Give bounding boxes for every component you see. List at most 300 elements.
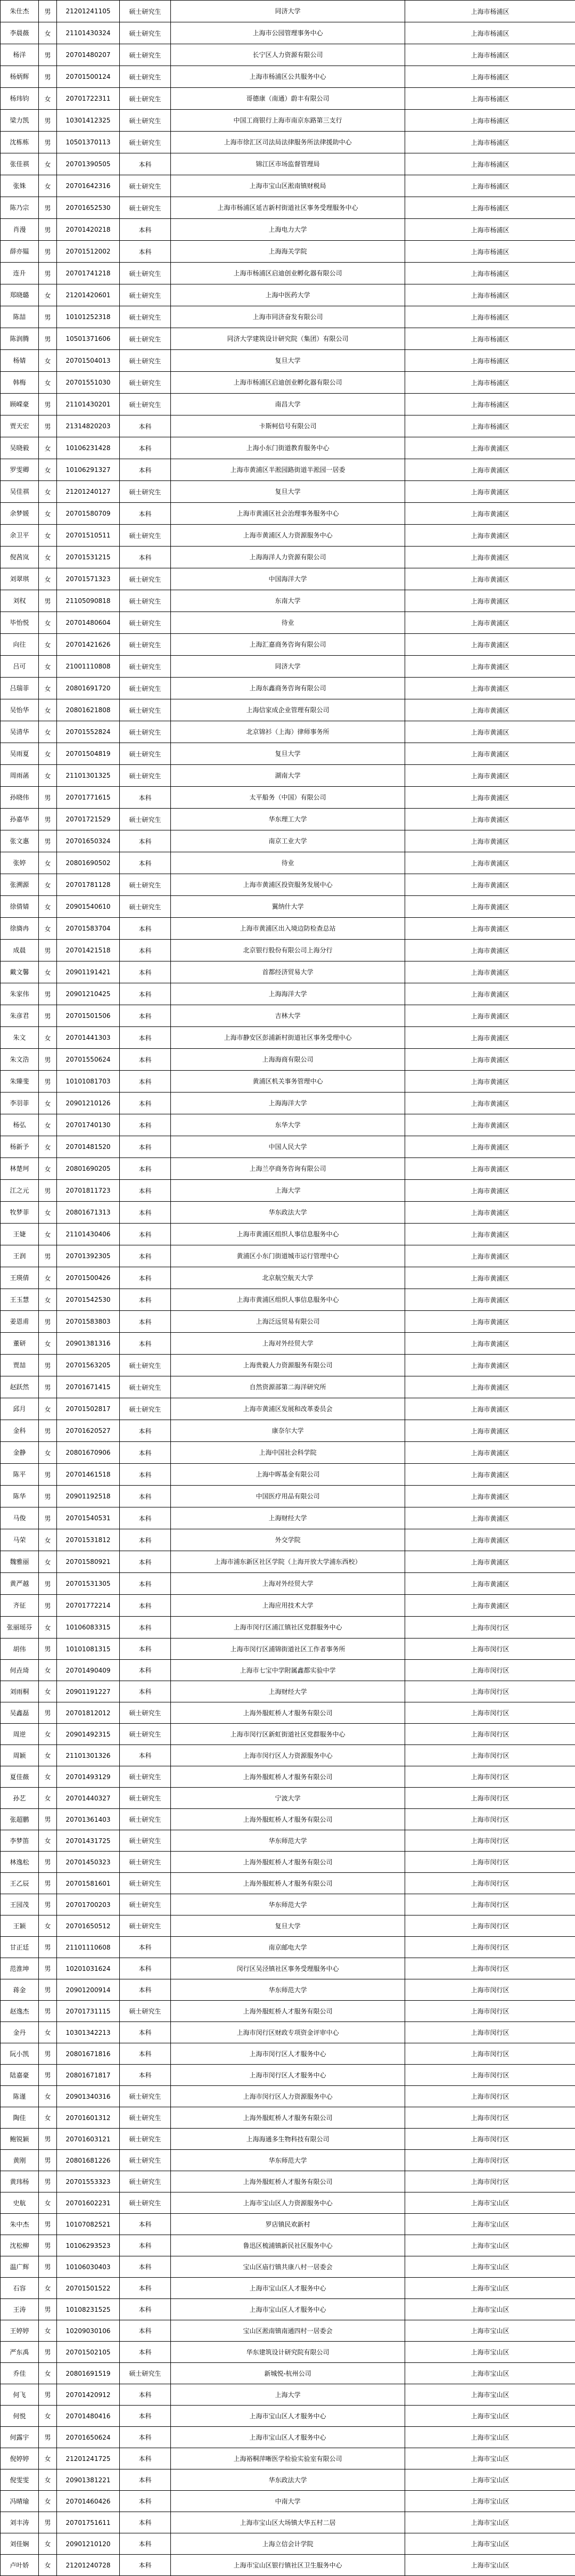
organization-cell: 上海大学 [171, 1180, 405, 1202]
district-cell: 上海市杨浦区 [405, 44, 575, 66]
exam-id-cell: 21201241725 [57, 2448, 120, 2469]
person-name-cell: 卢叶娇 [1, 2555, 39, 2576]
degree-cell: 硕士研究生 [120, 197, 171, 219]
exam-id-cell: 20701722311 [57, 88, 120, 110]
degree-cell: 本科 [120, 2555, 171, 2576]
table-row [1, 2171, 575, 2192]
exam-id-cell: 10501371606 [57, 328, 120, 350]
table-row [1, 1617, 575, 1638]
exam-id-cell: 20801690502 [57, 852, 120, 874]
district-cell: 上海市闵行区 [405, 1766, 575, 1788]
degree-cell: 硕士研究生 [120, 350, 171, 372]
organization-cell: 中南大学 [171, 2491, 405, 2512]
gender-cell: 女 [39, 2278, 57, 2299]
person-name-cell: 余梦媛 [1, 503, 39, 525]
organization-cell: 上海大学 [171, 2384, 405, 2406]
exam-id-cell: 21001110808 [57, 656, 120, 678]
degree-cell: 本科 [120, 1464, 171, 1486]
exam-id-cell: 20701751611 [57, 2512, 120, 2533]
organization-cell: 上海东鑫商务咨询有限公司 [171, 678, 405, 699]
degree-cell: 本科 [120, 1093, 171, 1114]
degree-cell: 硕士研究生 [120, 1873, 171, 1894]
table-row [1, 961, 575, 983]
gender-cell: 男 [39, 1595, 57, 1617]
degree-cell: 本科 [120, 547, 171, 568]
table-row [1, 2129, 575, 2150]
district-cell: 上海市黄浦区 [405, 721, 575, 743]
degree-cell: 硕士研究生 [120, 1355, 171, 1376]
district-cell: 上海市黄浦区 [405, 590, 575, 612]
exam-id-cell: 20701502817 [57, 1398, 120, 1420]
degree-cell: 硕士研究生 [120, 132, 171, 153]
person-name-cell: 董研 [1, 1333, 39, 1355]
degree-cell: 本科 [120, 2533, 171, 2555]
district-cell: 上海市杨浦区 [405, 350, 575, 372]
degree-cell: 硕士研究生 [120, 22, 171, 44]
district-cell: 上海市黄浦区 [405, 1551, 575, 1573]
exam-id-cell: 20901381221 [57, 2469, 120, 2491]
exam-id-cell: 20701480207 [57, 44, 120, 66]
exam-id-cell: 21101430324 [57, 22, 120, 44]
table-row [1, 1027, 575, 1049]
table-row [1, 2150, 575, 2171]
table-row [1, 743, 575, 765]
person-name-cell: 向往 [1, 634, 39, 656]
degree-cell: 硕士研究生 [120, 1398, 171, 1420]
organization-cell: 中国工商银行上海市南京东路第三支行 [171, 110, 405, 132]
table-row [1, 983, 575, 1005]
person-name-cell: 鲍锐颖 [1, 2129, 39, 2150]
person-name-cell: 张姝 [1, 175, 39, 197]
exam-id-cell: 20701504013 [57, 350, 120, 372]
degree-cell: 硕士研究生 [120, 721, 171, 743]
exam-id-cell: 21101301326 [57, 1745, 120, 1766]
exam-id-cell: 20701504819 [57, 743, 120, 765]
table-row [1, 1595, 575, 1617]
person-name-cell: 周颖 [1, 1745, 39, 1766]
exam-id-cell: 21101430201 [57, 394, 120, 415]
gender-cell: 男 [39, 1311, 57, 1333]
organization-cell: 上海市杨浦区启迪创业孵化器有限公司 [171, 372, 405, 394]
exam-id-cell: 20701620527 [57, 1420, 120, 1442]
degree-cell: 本科 [120, 1937, 171, 1958]
person-name-cell: 贾喆 [1, 1355, 39, 1376]
district-cell: 上海市闵行区 [405, 1958, 575, 1979]
table-row [1, 787, 575, 809]
table-row [1, 1958, 575, 1979]
table-row [1, 1311, 575, 1333]
organization-cell: 上海市静安区彭浦新村街道社区事务受理中心 [171, 1027, 405, 1049]
person-name-cell: 严东禹 [1, 2342, 39, 2363]
person-name-cell: 阮小凯 [1, 2043, 39, 2065]
organization-cell: 宝山区庙行镇共康八村一居委会 [171, 2256, 405, 2278]
organization-cell: 上海信家成企业管理有限公司 [171, 699, 405, 721]
exam-id-cell: 10106083315 [57, 1617, 120, 1638]
organization-cell: 上海海通多生物科技有限公司 [171, 2129, 405, 2150]
exam-id-cell: 20701500426 [57, 1267, 120, 1289]
degree-cell: 本科 [120, 918, 171, 940]
organization-cell: 上海市闵行区浦江镇社区党群服务中心 [171, 1617, 405, 1638]
organization-cell: 外交学院 [171, 1529, 405, 1551]
table-row [1, 2256, 575, 2278]
degree-cell: 硕士研究生 [120, 765, 171, 787]
district-cell: 上海市闵行区 [405, 2171, 575, 2192]
organization-cell: 吉林大学 [171, 1005, 405, 1027]
table-row [1, 1788, 575, 1809]
exam-id-cell: 21201240728 [57, 2555, 120, 2576]
degree-cell: 本科 [120, 2384, 171, 2406]
organization-cell: 上海市黄浦区社会治理事务服务中心 [171, 503, 405, 525]
district-cell: 上海市闵行区 [405, 1724, 575, 1745]
district-cell: 上海市宝山区 [405, 2299, 575, 2320]
person-name-cell: 余卫平 [1, 525, 39, 547]
degree-cell: 硕士研究生 [120, 66, 171, 88]
organization-cell: 上海市浦东新区社区学院（上海开放大学浦东西校） [171, 1551, 405, 1573]
district-cell: 上海市宝山区 [405, 2384, 575, 2406]
district-cell: 上海市黄浦区 [405, 1529, 575, 1551]
organization-cell: 卡斯柯信号有限公司 [171, 415, 405, 437]
table-row [1, 1573, 575, 1595]
exam-id-cell: 20701420218 [57, 219, 120, 241]
exam-id-cell: 10101081315 [57, 1638, 120, 1660]
person-name-cell: 赵跃然 [1, 1376, 39, 1398]
degree-cell: 本科 [120, 1245, 171, 1267]
table-row [1, 481, 575, 503]
district-cell: 上海市黄浦区 [405, 1355, 575, 1376]
exam-id-cell: 20701601312 [57, 2107, 120, 2129]
exam-id-cell: 20901210126 [57, 1093, 120, 1114]
degree-cell: 本科 [120, 2320, 171, 2342]
gender-cell: 男 [39, 2001, 57, 2022]
gender-cell: 男 [39, 328, 57, 350]
person-name-cell: 成晨 [1, 940, 39, 961]
district-cell: 上海市黄浦区 [405, 1049, 575, 1071]
degree-cell: 硕士研究生 [120, 1894, 171, 1915]
district-cell: 上海市黄浦区 [405, 459, 575, 481]
organization-cell: 上海市宝山区淞南镇财税局 [171, 175, 405, 197]
person-name-cell: 毕怡悦 [1, 612, 39, 634]
organization-cell: 上海海洋大学 [171, 1093, 405, 1114]
table-row [1, 1355, 575, 1376]
degree-cell: 本科 [120, 2469, 171, 2491]
person-name-cell: 李晨薇 [1, 22, 39, 44]
person-name-cell: 乔佳 [1, 2363, 39, 2384]
district-cell: 上海市宝山区 [405, 2320, 575, 2342]
organization-cell: 鲁迅区梳浦镇新民社区服务中心 [171, 2235, 405, 2256]
person-name-cell: 甘正廷 [1, 1937, 39, 1958]
district-cell: 上海市黄浦区 [405, 961, 575, 983]
district-cell: 上海市宝山区 [405, 2448, 575, 2469]
district-cell: 上海市黄浦区 [405, 1093, 575, 1114]
organization-cell: 黄浦区小东门街道城市运行管理中心 [171, 1245, 405, 1267]
degree-cell: 本科 [120, 2406, 171, 2427]
gender-cell: 女 [39, 678, 57, 699]
person-name-cell: 张佳祺 [1, 153, 39, 175]
person-name-cell: 王润 [1, 1245, 39, 1267]
person-name-cell: 孙艺 [1, 1788, 39, 1809]
roster-body [1, 1, 575, 2576]
person-name-cell: 何露宇 [1, 2427, 39, 2448]
district-cell: 上海市宝山区 [405, 2214, 575, 2235]
table-row [1, 1830, 575, 1852]
exam-id-cell: 20701461518 [57, 1464, 120, 1486]
person-name-cell: 刘翠琪 [1, 568, 39, 590]
gender-cell: 女 [39, 874, 57, 896]
person-name-cell: 陈华 [1, 1486, 39, 1507]
table-row [1, 394, 575, 415]
organization-cell: 上海市宝山区人才服务中心 [171, 2427, 405, 2448]
person-name-cell: 朱仕杰 [1, 1, 39, 22]
organization-cell: 待业 [171, 612, 405, 634]
degree-cell: 本科 [120, 2427, 171, 2448]
degree-cell: 本科 [120, 415, 171, 437]
district-cell: 上海市黄浦区 [405, 852, 575, 874]
person-name-cell: 王婕 [1, 1224, 39, 1245]
exam-id-cell: 10301412325 [57, 110, 120, 132]
exam-id-cell: 21101430406 [57, 1224, 120, 1245]
exam-id-cell: 20701480416 [57, 2406, 120, 2427]
gender-cell: 男 [39, 1809, 57, 1830]
exam-id-cell: 21201420601 [57, 284, 120, 306]
organization-cell: 上海市宝山区人才服务中心 [171, 2299, 405, 2320]
gender-cell: 女 [39, 721, 57, 743]
degree-cell: 本科 [120, 830, 171, 852]
degree-cell: 硕士研究生 [120, 699, 171, 721]
district-cell: 上海市闵行区 [405, 2022, 575, 2043]
organization-cell: 上海海商有限公司 [171, 1049, 405, 1071]
organization-cell: 上海对外经贸大学 [171, 1573, 405, 1595]
table-row [1, 1915, 575, 1937]
degree-cell: 本科 [120, 2342, 171, 2363]
exam-id-cell: 20901381316 [57, 1333, 120, 1355]
district-cell: 上海市闵行区 [405, 2150, 575, 2171]
table-row [1, 1464, 575, 1486]
organization-cell: 上海小东门街道教育服务中心 [171, 437, 405, 459]
degree-cell: 本科 [120, 787, 171, 809]
exam-id-cell: 20801671817 [57, 2065, 120, 2086]
table-row [1, 1766, 575, 1788]
person-name-cell: 温广辉 [1, 2256, 39, 2278]
district-cell: 上海市闵行区 [405, 1894, 575, 1915]
person-name-cell: 王园茂 [1, 1894, 39, 1915]
degree-cell: 硕士研究生 [120, 525, 171, 547]
organization-cell: 上海外服虹桥人才服务有限公司 [171, 1809, 405, 1830]
degree-cell: 硕士研究生 [120, 1852, 171, 1873]
district-cell: 上海市黄浦区 [405, 1114, 575, 1136]
degree-cell: 硕士研究生 [120, 590, 171, 612]
table-row [1, 1136, 575, 1158]
organization-cell: 上海市同济奋发有限公司 [171, 306, 405, 328]
person-name-cell: 江之元 [1, 1180, 39, 1202]
organization-cell: 北京锦衫（上海）律师事务所 [171, 721, 405, 743]
gender-cell: 男 [39, 394, 57, 415]
gender-cell: 女 [39, 2555, 57, 2576]
person-name-cell: 肖漫 [1, 219, 39, 241]
person-name-cell: 杨玮钧 [1, 88, 39, 110]
table-row [1, 1638, 575, 1660]
district-cell: 上海市黄浦区 [405, 612, 575, 634]
exam-id-cell: 20701531812 [57, 1529, 120, 1551]
exam-id-cell: 20801621808 [57, 699, 120, 721]
exam-id-cell: 20801691720 [57, 678, 120, 699]
person-name-cell: 杨弘 [1, 1114, 39, 1136]
person-name-cell: 赵逸杰 [1, 2001, 39, 2022]
person-name-cell: 朱臻斐 [1, 1071, 39, 1093]
district-cell: 上海市闵行区 [405, 2001, 575, 2022]
degree-cell: 硕士研究生 [120, 372, 171, 394]
table-row [1, 2235, 575, 2256]
person-name-cell: 林逸松 [1, 1852, 39, 1873]
exam-id-cell: 21105090818 [57, 590, 120, 612]
district-cell: 上海市宝山区 [405, 2406, 575, 2427]
organization-cell: 上海市闵行区人才服务中心 [171, 2065, 405, 2086]
exam-id-cell: 20701390505 [57, 153, 120, 175]
degree-cell: 硕士研究生 [120, 1724, 171, 1745]
district-cell: 上海市黄浦区 [405, 1420, 575, 1442]
district-cell: 上海市黄浦区 [405, 874, 575, 896]
table-row [1, 2192, 575, 2214]
gender-cell: 女 [39, 503, 57, 525]
district-cell: 上海市黄浦区 [405, 765, 575, 787]
degree-cell: 本科 [120, 1224, 171, 1245]
organization-cell: 首都经济贸易大学 [171, 961, 405, 983]
degree-cell: 本科 [120, 1486, 171, 1507]
district-cell: 上海市宝山区 [405, 2256, 575, 2278]
gender-cell: 女 [39, 656, 57, 678]
person-name-cell: 吴雨夏 [1, 743, 39, 765]
organization-cell: 上海泛远贸易有限公司 [171, 1311, 405, 1333]
person-name-cell: 王涛 [1, 2299, 39, 2320]
organization-cell: 华东建筑设计研究院有限公司 [171, 2342, 405, 2363]
organization-cell: 上海海洋人力资源有限公司 [171, 547, 405, 568]
gender-cell: 男 [39, 1464, 57, 1486]
exam-id-cell: 20701650624 [57, 2427, 120, 2448]
gender-cell: 女 [39, 2086, 57, 2107]
organization-cell: 上海市杨浦区启迪创业孵化器有限公司 [171, 263, 405, 284]
district-cell: 上海市黄浦区 [405, 568, 575, 590]
gender-cell: 男 [39, 132, 57, 153]
gender-cell: 女 [39, 1915, 57, 1937]
district-cell: 上海市黄浦区 [405, 896, 575, 918]
table-row [1, 44, 575, 66]
degree-cell: 硕士研究生 [120, 678, 171, 699]
gender-cell: 男 [39, 830, 57, 852]
gender-cell: 女 [39, 918, 57, 940]
gender-cell: 男 [39, 2256, 57, 2278]
district-cell: 上海市黄浦区 [405, 503, 575, 525]
gender-cell: 女 [39, 1660, 57, 1681]
organization-cell: 中国人民大学 [171, 1136, 405, 1158]
district-cell: 上海市杨浦区 [405, 153, 575, 175]
organization-cell: 上海外服虹桥人才服务有限公司 [171, 1873, 405, 1894]
organization-cell: 哥德康（南通）蔚丰有限公司 [171, 88, 405, 110]
table-row [1, 1420, 575, 1442]
district-cell: 上海市闵行区 [405, 2086, 575, 2107]
organization-cell: 康奈尔大学 [171, 1420, 405, 1442]
person-name-cell: 梁力凯 [1, 110, 39, 132]
degree-cell: 本科 [120, 940, 171, 961]
degree-cell: 本科 [120, 2043, 171, 2065]
exam-id-cell: 10209030106 [57, 2320, 120, 2342]
degree-cell: 硕士研究生 [120, 88, 171, 110]
organization-cell: 华东师范大学 [171, 1830, 405, 1852]
exam-id-cell: 20701642316 [57, 175, 120, 197]
gender-cell: 女 [39, 459, 57, 481]
gender-cell: 女 [39, 2320, 57, 2342]
exam-id-cell: 20701421626 [57, 634, 120, 656]
degree-cell: 本科 [120, 1551, 171, 1573]
table-row [1, 459, 575, 481]
person-name-cell: 陈谨 [1, 2086, 39, 2107]
exam-id-cell: 20701501506 [57, 1005, 120, 1027]
organization-cell: 复旦大学 [171, 1915, 405, 1937]
district-cell: 上海市黄浦区 [405, 1027, 575, 1049]
gender-cell: 男 [39, 1, 57, 22]
person-name-cell: 郑晓璐 [1, 284, 39, 306]
district-cell: 上海市黄浦区 [405, 656, 575, 678]
organization-cell: 上海市杨浦区延吉新村街道社区事务受理服务中心 [171, 197, 405, 219]
table-row [1, 1289, 575, 1311]
exam-id-cell: 20701650512 [57, 1915, 120, 1937]
degree-cell: 硕士研究生 [120, 2001, 171, 2022]
district-cell: 上海市黄浦区 [405, 1071, 575, 1093]
organization-cell: 湖南大学 [171, 765, 405, 787]
district-cell: 上海市宝山区 [405, 2278, 575, 2299]
degree-cell: 硕士研究生 [120, 328, 171, 350]
exam-id-cell: 20801681226 [57, 2150, 120, 2171]
organization-cell: 上海兰亭商务咨询有限公司 [171, 1158, 405, 1180]
table-row [1, 415, 575, 437]
gender-cell: 女 [39, 852, 57, 874]
organization-cell: 太平船务（中国）有限公司 [171, 787, 405, 809]
table-row [1, 66, 575, 88]
table-row [1, 1507, 575, 1529]
degree-cell: 硕士研究生 [120, 2363, 171, 2384]
gender-cell: 女 [39, 1267, 57, 1289]
person-name-cell: 张婷 [1, 852, 39, 874]
district-cell: 上海市黄浦区 [405, 1442, 575, 1464]
degree-cell: 本科 [120, 2022, 171, 2043]
organization-cell: 南京邮电大学 [171, 1937, 405, 1958]
organization-cell: 上海市闵行区人才服务中心 [171, 2043, 405, 2065]
gender-cell: 女 [39, 481, 57, 503]
district-cell: 上海市宝山区 [405, 2533, 575, 2555]
district-cell: 上海市闵行区 [405, 2129, 575, 2150]
person-name-cell: 吴晓毅 [1, 437, 39, 459]
degree-cell: 硕士研究生 [120, 1830, 171, 1852]
gender-cell: 男 [39, 1180, 57, 1202]
exam-id-cell: 20701531215 [57, 547, 120, 568]
gender-cell: 男 [39, 2384, 57, 2406]
district-cell: 上海市黄浦区 [405, 1595, 575, 1617]
person-name-cell: 张丽瑶芬 [1, 1617, 39, 1638]
degree-cell: 本科 [120, 2299, 171, 2320]
district-cell: 上海市闵行区 [405, 2107, 575, 2129]
table-row [1, 699, 575, 721]
degree-cell: 本科 [120, 2491, 171, 2512]
district-cell: 上海市黄浦区 [405, 437, 575, 459]
district-cell: 上海市闵行区 [405, 1830, 575, 1852]
gender-cell: 男 [39, 2512, 57, 2533]
district-cell: 上海市黄浦区 [405, 809, 575, 830]
table-row [1, 2342, 575, 2363]
table-row [1, 896, 575, 918]
exam-id-cell: 10107082521 [57, 2214, 120, 2235]
exam-id-cell: 20701500124 [57, 66, 120, 88]
degree-cell: 本科 [120, 2256, 171, 2278]
organization-cell: 上海立信会计学院 [171, 2533, 405, 2555]
exam-id-cell: 20701603121 [57, 2129, 120, 2150]
